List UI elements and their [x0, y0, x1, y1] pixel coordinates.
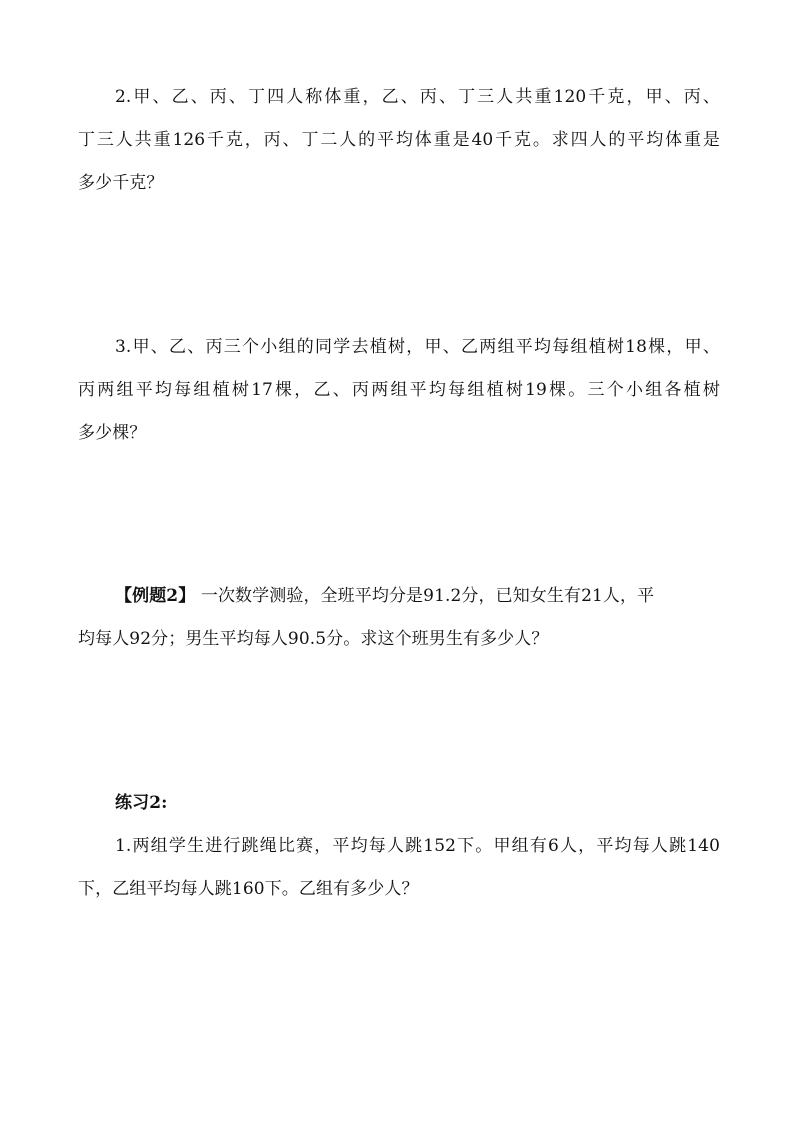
example-2-line-1-text: 一次数学测验，全班平均分是91.2分，已知女生有21人，平 — [195, 586, 655, 606]
problem-3-line-1: 3.甲、乙、丙三个小组的同学去植树，甲、乙两组平均每组植树18棵，甲、 — [115, 337, 720, 357]
problem-3-line-2: 丙两组平均每组植树17棵，乙、丙两组平均每组植树19棵。三个小组各植树 — [78, 380, 720, 400]
example-2-label: 【例题2】 — [115, 586, 196, 606]
practice-2-heading: 练习2: — [115, 793, 168, 813]
example-2-line-1 — [115, 585, 720, 607]
problem-2-line-1: 2.甲、乙、丙、丁四人称体重，乙、丙、丁三人共重120千克，甲、丙、 — [115, 87, 720, 107]
practice-2-q1-line-1: 1.两组学生进行跳绳比赛，平均每人跳152下。甲组有6人，平均每人跳140 — [115, 836, 720, 856]
practice-2-q1-line-2: 下，乙组平均每人跳160下。乙组有多少人？ — [78, 879, 419, 899]
example-2-line-2: 均每人92分；男生平均每人90.5分。求这个班男生有多少人？ — [78, 629, 549, 649]
problem-2-line-3: 多少千克？ — [78, 173, 164, 193]
problem-2-line-2: 丁三人共重126千克，丙、丁二人的平均体重是40千克。求四人的平均体重是 — [78, 130, 720, 150]
problem-3-line-3: 多少棵？ — [78, 423, 147, 443]
